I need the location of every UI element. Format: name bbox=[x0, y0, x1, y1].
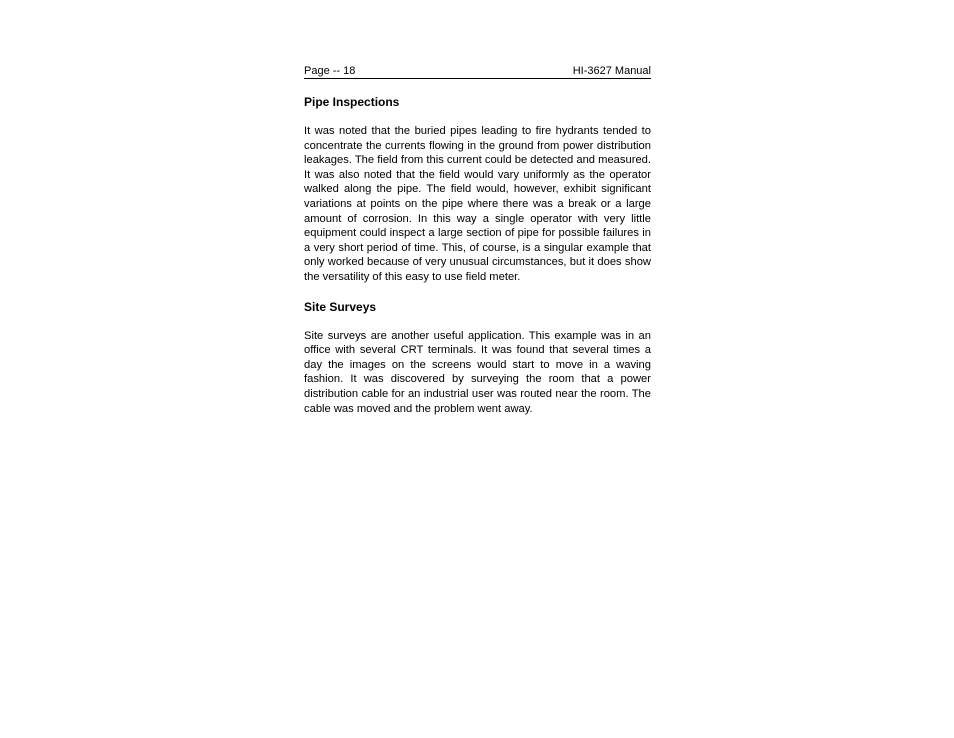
page-number: Page -- 18 bbox=[304, 65, 356, 77]
section-body-pipe-inspections: It was noted that the buried pipes leading to fire hydrants tended to concentrate the currents flowing in the ground from power distribution leakages. The field from this current could be detected and measured. It was also noted that the field would vary uniformly as the operator walked along the pipe. The field would, however, exhibit significant variations at points on the pipe where there was a break or a large amount of corrosion. In this way a single operator with very little equipment could inspect a large section of pipe for possible failures in a very short period of time. This, of course, is a singular example that only worked because of very unusual circumstances, but it does show the versatility of this easy to use field meter. bbox=[304, 125, 651, 283]
section-body-site-surveys: Site surveys are another useful application. This example was in an office with several CRT terminals. It was found that several times a day the images on the screens would start to move in a waving fashion. It was discovered by surveying the room that a power distribution cable for an industrial user was routed near the room. The cable was moved and the problem went away. bbox=[304, 329, 651, 415]
manual-title: HI-3627 Manual bbox=[572, 65, 651, 77]
page-header bbox=[304, 64, 651, 79]
section-heading-site-surveys: Site Surveys bbox=[304, 299, 377, 314]
section-heading-pipe-inspections: Pipe Inspections bbox=[304, 95, 400, 109]
page-content bbox=[304, 94, 651, 416]
